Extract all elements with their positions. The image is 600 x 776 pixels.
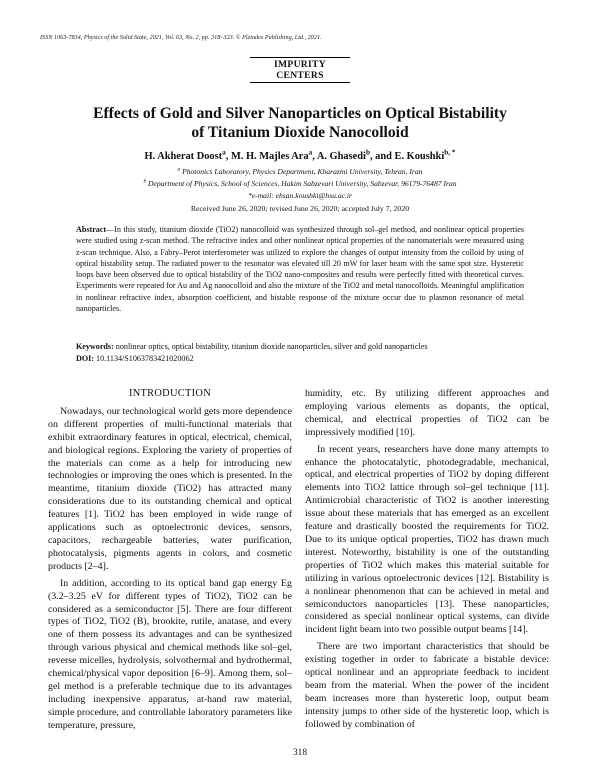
- section-heading: [250, 56, 350, 84]
- body-paragraph: In recent years, researchers have done many attempts to enhance the photocatalytic, photodegradable, mechanical, optical, and electrical properties of TiO2 by doping different elements into TiO2 lattice through sol–gel technique [11]. Antimicrobial characteristic of TiO2 is another interesting issue about these materials that has emerged as an excellent feature and drastically boosted the requirements for TiO2. Due to its unique optical properties, TiO2 has drawn much interest. Noteworthy, bistability is one of the outstanding properties of TiO2 which makes this material suitable for utilizing in various optoelectronic devices [12]. Bistability is a nonlinear phenomenon that can be achieved in metal and semiconductors nanoparticles [13]. These nanoparticles, considered as special nonlinear optical systems, can divide incident light beam into two possible output beams [14].: [305, 443, 549, 636]
- title-line-1: Effects of Gold and Silver Nanoparticles on Optical Bistability: [93, 105, 507, 122]
- author-name: A. Ghasedi: [316, 151, 366, 162]
- section-line-2: CENTERS: [276, 70, 324, 81]
- body-paragraph: Nowadays, our technological world gets more dependence on different properties of multi-functional materials that exhibit extraordinary features in optical, electrical, chemical, and biological regions. Exploring the variety of properties of the materials can come as a help for introducing new technologies or improving the ones which is presented. In the meantime, titanium dioxide (TiO2) has attracted many considerations due to its outstanding chemical and optical features [1]. TiO2 has been employed in wide range of applications such as optoelectronic devices, sensors, capacitors, rechargeable batteries, water purification, photocatalysis, pigments agents in colors, and cosmetic products [2–4].: [48, 405, 292, 572]
- right-column: [305, 388, 549, 732]
- affiliation-mark: b: [143, 178, 147, 185]
- abstract-label: Abstract: [76, 225, 107, 234]
- page-number: 318: [292, 748, 308, 758]
- corresponding-email: [40, 191, 560, 200]
- keywords-block: [76, 341, 536, 364]
- author-name: M. H. Majles Ara: [230, 151, 309, 162]
- introduction-heading: INTRODUCTION: [128, 388, 212, 399]
- journal-header: ISSN 1063-7834, Physics of the Solid State, 2021, Vol. 63, No. 2, pp. 318–323. © Pleiades Publishing, Ltd., 2021.: [40, 34, 322, 41]
- email-mark: *: [248, 191, 252, 200]
- author-affiliation-mark: b, *: [444, 148, 456, 157]
- received-dates: Received June 26, 2020; revised June 26, 2020; accepted July 7, 2020: [190, 204, 410, 213]
- author-separator: ,: [225, 151, 231, 162]
- author-separator: ,: [312, 151, 317, 162]
- affiliation-b: [40, 179, 560, 188]
- keywords-line: [76, 341, 536, 353]
- author-name: E. Koushki: [394, 151, 445, 162]
- affiliation-a: [40, 167, 560, 176]
- section-line-1: IMPURITY: [274, 59, 326, 70]
- body-paragraph: In addition, according to its optical band gap energy Eg (3.2–3.25 eV for different types of TiO2), TiO2 can be considered as a semiconductor [5]. There are four different types of TiO2, TiO2 (B), brookite, rutile, anatase, and every one of them possess its advantages and can be synthesized through various physical and chemical methods like sol–gel, reverse micelles, hydrolysis, solvothermal and hydrothermal, chemical/physical vapor deposition [6–9]. Among them, sol–gel method is a preferable technique due to its advantages including inexpensive apparatus, at-hand raw material, simple procedure, and controllable laboratory parameters like temperature, pressure,: [48, 577, 292, 731]
- author-affiliation-mark: a: [308, 148, 313, 157]
- body-paragraph: humidity, etc. By utilizing different approaches and employing various elements as dopants, the optical, chemical, and electrical properties of TiO2 can be impressively modified [10].: [305, 388, 549, 438]
- affiliation-text: Department of Physics, School of Sciences, Hakim Sabzevari University, Sabzevar, 96179-76487 Iran: [148, 179, 457, 188]
- section-bottom-rule: [250, 82, 350, 83]
- affiliation-mark: a: [177, 166, 181, 173]
- left-column: [48, 388, 292, 733]
- author-name: H. Akherat Doost: [144, 151, 223, 162]
- author-affiliation-mark: b: [365, 148, 370, 157]
- title-line-2: of Titanium Dioxide Nanocolloid: [191, 124, 409, 141]
- section-top-rule: [250, 57, 350, 58]
- paper-title: [40, 104, 560, 142]
- affiliation-text: Photonics Laboratory, Physics Department, Kharazmi University, Tehran, Iran: [182, 167, 423, 176]
- author-list: [40, 148, 560, 162]
- doi-label: DOI:: [76, 353, 94, 363]
- email-text: e-mail: ehsan.koushki@hsu.ac.ir: [251, 191, 352, 200]
- body-paragraph: There are two important characteristics that should be existing together in order to fabricate a bistable device: optical nonlinear and an appropriate feedback to incident beam from the material. When the power of the incident beam increases more than hysteretic loop, output beam intensity jumps to other side of the hysteretic loop, which is followed by combination of: [305, 641, 549, 730]
- author-affiliation-mark: a: [222, 148, 226, 157]
- author-separator: , and: [369, 151, 395, 162]
- abstract-text: —In this study, titanium dioxide (TiO2) nanocolloid was synthesized through sol–gel method, and nonlinear optical properties were studied using z-scan method. The refractive index and other nonlinear optical properties of the nanomaterials were measured using z-scan technique. Also, a Fabry–Perot interferometer was utilized to explore the changes of output intensity from the colloid by using of optical bistability setup. The radiated power to the resonator was elevated till 20 mW for laser beam with the same spot size. Hysteretic loops have been observed due to optical bistability of the TiO2 nano-composites and results were perfectly fitted with theoretical curves. Experiments were repeated for Au and Ag nanocolloid and also the mixture of the TiO2 and metal nanocolloids. Meaningful amplification in nonlinear refractive index, absorption coefficient, and bistable response of the mixture occur due to plasmon resonance of metal nanoparticles.: [76, 225, 524, 314]
- doi-line: [76, 353, 536, 365]
- abstract: [76, 224, 524, 314]
- doi-text: 10.1134/S1063783421020062: [96, 353, 194, 363]
- keywords-text: nonlinear optics, optical bistability, titanium dioxide nanoparticles, silver and gold nanoparticles: [115, 342, 428, 351]
- keywords-label: Keywords:: [76, 342, 114, 351]
